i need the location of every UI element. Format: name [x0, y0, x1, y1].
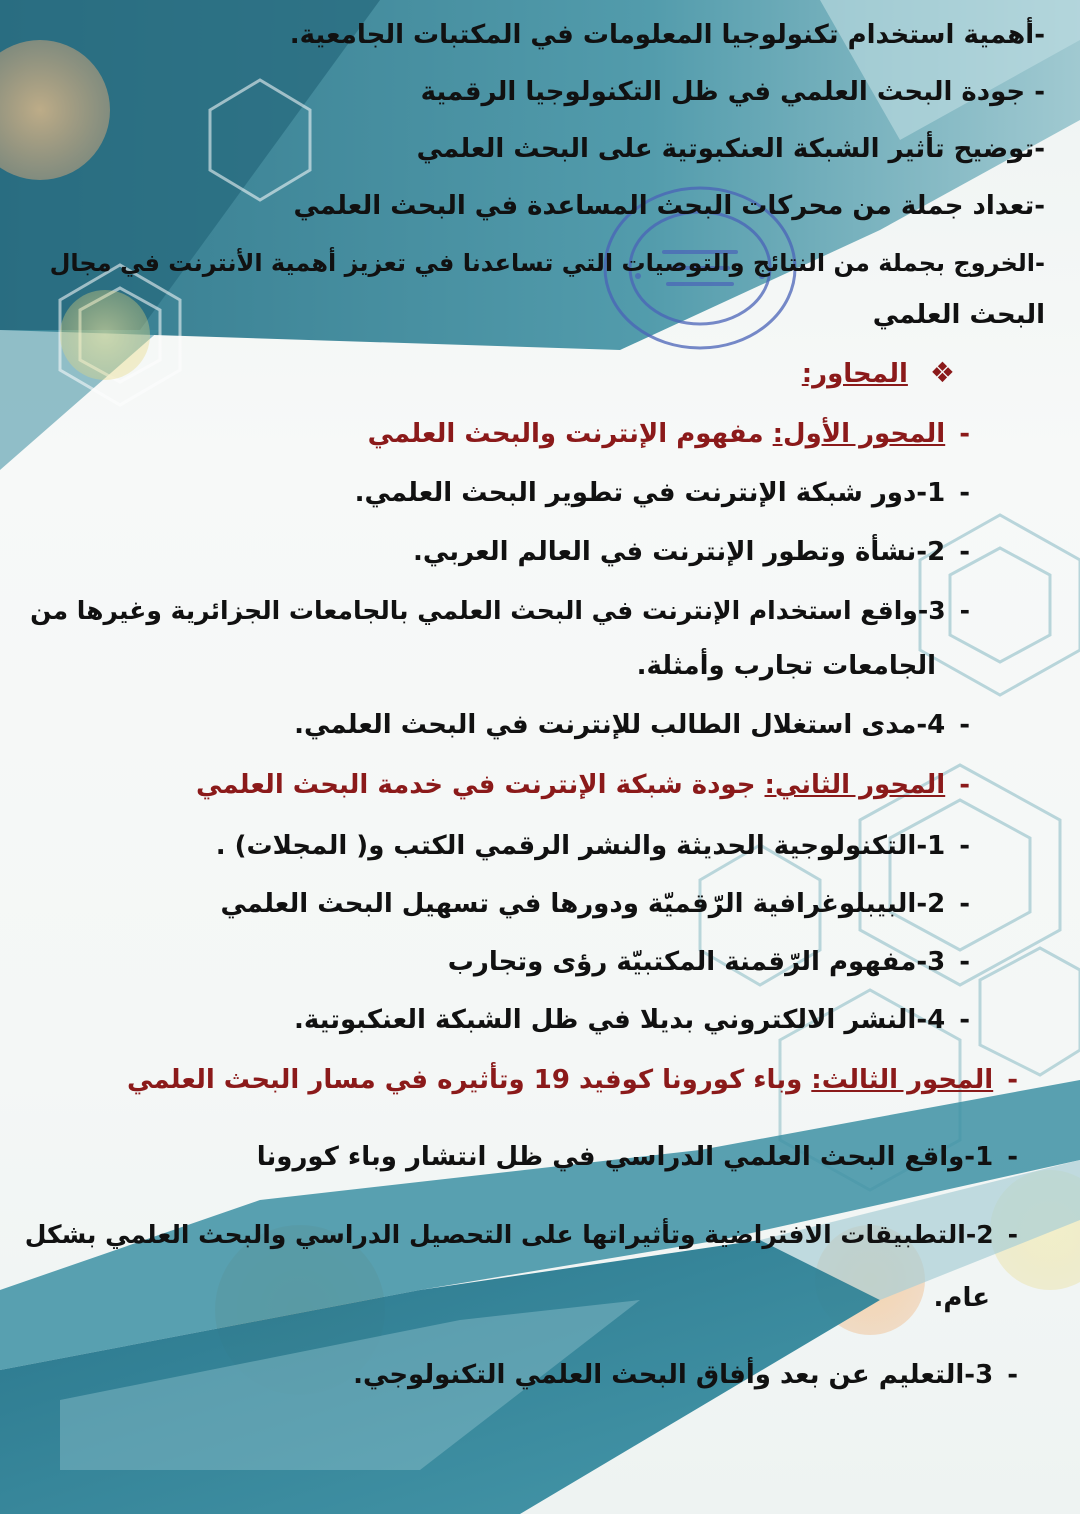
- dash-bullet-icon: -: [959, 478, 970, 508]
- axis1-item: [30, 591, 970, 631]
- objective-line: -تعداد جملة من محركات البحث المساعدة في البحث العلمي: [293, 191, 1045, 221]
- axis3-label: المحور الثالث:: [811, 1065, 994, 1095]
- axis1-item-text: 4-مدى استغلال الطالب للإنترنت في البحث العلمي.: [294, 710, 946, 740]
- axes-heading-label: المحاور:: [801, 359, 908, 389]
- axis2-item: [216, 826, 970, 866]
- dash-bullet-icon: -: [959, 419, 970, 449]
- axis1-item-text: 2-نشأة وتطور الإنترنت في العالم العربي.: [413, 537, 946, 567]
- axis1-item: [413, 532, 970, 572]
- objective-line: - جودة البحث العلمي في ظل التكنولوجيا الرقمية: [420, 77, 1045, 107]
- axis2-label: المحور الثاني:: [764, 770, 946, 800]
- axis3-item: [25, 1215, 1018, 1255]
- objective-line: -الخروج بجملة من النتائج والتوصيات التي تساعدنا في تعزيز أهمية الأنترنت في مجال: [49, 249, 1045, 277]
- axis1-item: [294, 705, 970, 745]
- objective-line: -أهمية استخدام تكنولوجيا المعلومات في المكتبات الجامعية.: [289, 20, 1045, 50]
- axis1-title: [368, 414, 970, 454]
- axis3-item: [257, 1137, 1018, 1177]
- objective-line: -توضيح تأثير الشبكة العنكبوتية على البحث العلمي: [416, 134, 1045, 164]
- axis3-item-text: 2-التطبيقات الافتراضية وتأثيراتها على التحصيل الدراسي والبحث العلمي بشكل: [24, 1220, 994, 1249]
- axis2-item-text: 4-النشر الالكتروني بديلا في ظل الشبكة العنكبوتية.: [293, 1005, 946, 1035]
- objective-line: البحث العلمي: [872, 300, 1045, 330]
- axis2-item: [448, 942, 970, 982]
- axis2-heading: جودة شبكة الإنترنت في خدمة البحث العلمي: [196, 770, 765, 800]
- axis1-item-text: 3-واقع استخدام الإنترنت في البحث العلمي بالجامعات الجزائرية وغيرها من: [30, 596, 946, 625]
- dash-bullet-icon: -: [1007, 1142, 1018, 1172]
- dash-bullet-icon: -: [1007, 1220, 1018, 1249]
- axis3-item-text: 3-التعليم عن بعد وأفاق البحث العلمي التكنولوجي.: [353, 1360, 994, 1390]
- dash-bullet-icon: -: [959, 596, 970, 625]
- axis1-label: المحور الأول:: [772, 419, 946, 449]
- axis1-item: [355, 473, 970, 513]
- dash-bullet-icon: -: [959, 537, 970, 567]
- dash-bullet-icon: -: [1007, 1360, 1018, 1390]
- axes-heading: [802, 353, 955, 394]
- axis3-item-continued: عام.: [933, 1283, 990, 1313]
- axis2-item-text: 3-مفهوم الرّقمنة المكتبيّة رؤى وتجارب: [447, 947, 946, 977]
- axis3-title: [127, 1060, 1018, 1100]
- axis3-item-text: 1-واقع البحث العلمي الدراسي في ظل انتشار وباء كورونا: [256, 1142, 994, 1172]
- axis2-item: [294, 1000, 970, 1040]
- axis1-heading: مفهوم الإنترنت والبحث العلمي: [367, 419, 773, 449]
- axis2-item: [220, 884, 970, 924]
- dash-bullet-icon: -: [959, 831, 970, 861]
- axis1-item-continued: الجامعات تجارب وأمثلة.: [636, 651, 936, 681]
- axis3-heading: وباء كورونا كوفيد 19 وتأثيره في مسار البحث العلمي: [127, 1065, 812, 1095]
- axis3-item: [353, 1355, 1018, 1395]
- axis2-item-text: 1-التكنولوجية الحديثة والنشر الرقمي الكتب و( المجلات) .: [215, 831, 946, 861]
- dash-bullet-icon: -: [959, 889, 970, 919]
- dash-bullet-icon: -: [959, 770, 970, 800]
- diamond-bullet-icon: ❖: [929, 356, 955, 389]
- dash-bullet-icon: -: [959, 1005, 970, 1035]
- dash-bullet-icon: -: [959, 947, 970, 977]
- dash-bullet-icon: -: [1007, 1065, 1018, 1095]
- axis2-item-text: 2-البيبلوغرافية الرّقميّة ودورها في تسهيل البحث العلمي: [220, 889, 946, 919]
- axis1-item-text: 1-دور شبكة الإنترنت في تطوير البحث العلمي.: [354, 478, 946, 508]
- dash-bullet-icon: -: [959, 710, 970, 740]
- axis2-title: [196, 765, 970, 805]
